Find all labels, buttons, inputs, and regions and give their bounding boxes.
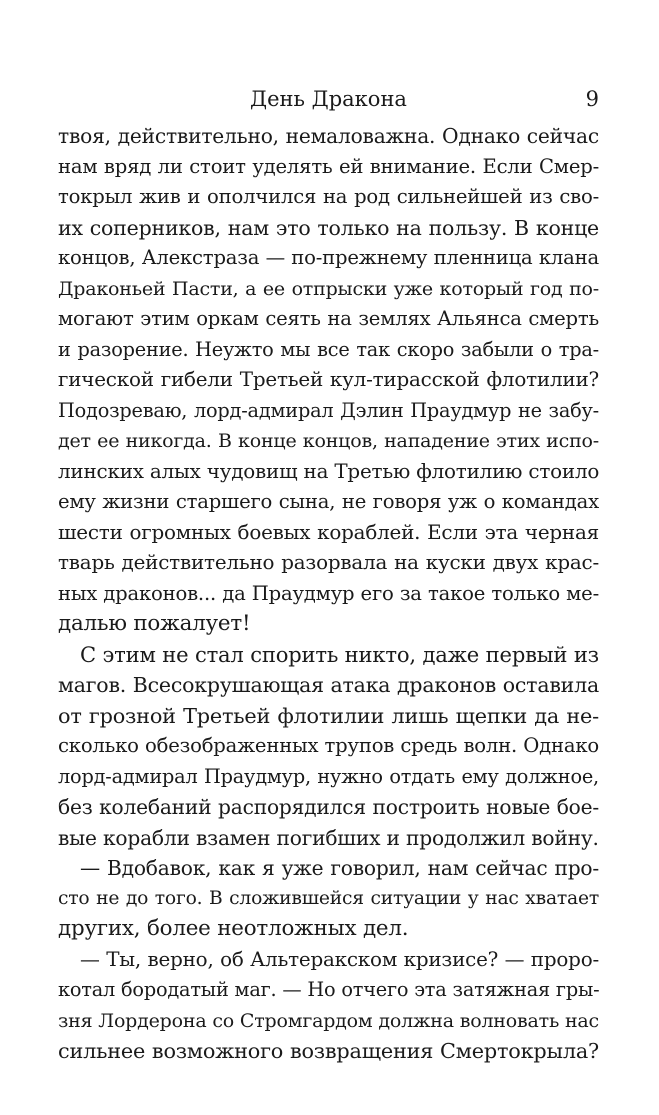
text-line: и разорение. Неужто мы все так скоро забыли о тра- xyxy=(58,337,599,361)
text-line: могают этим оркам сеять на землях Альянса смерть xyxy=(58,307,599,330)
body-text xyxy=(58,121,599,1067)
text-line: гической гибели Третьей кул-тирасской флотилии? xyxy=(58,368,599,391)
text-line: токрыл жив и ополчился на род сильнейшей из сво- xyxy=(58,185,599,208)
text-line: концов, Алекстраза — по-прежнему пленница клана xyxy=(58,246,599,269)
text-line: — Ты, верно, об Альтеракском кризисе? — проро- xyxy=(80,947,599,971)
text-line: лорд-адмирал Праудмур, нужно отдать ему должное, xyxy=(58,764,599,788)
text-line: других, более неотложных дел. xyxy=(58,916,409,941)
text-line: сильнее возможного возвращения Смертокрыла? xyxy=(58,1039,599,1063)
text-line: тварь действительно разорвала на куски двух крас- xyxy=(58,551,599,574)
text-line: — Вдобавок, как я уже говорил, нам сейчас про- xyxy=(80,856,599,880)
text-line: котал бородатый маг. — Но отчего эта затяжная гры- xyxy=(58,978,600,1001)
text-line: Драконьей Пасти, а ее отпрыски уже который год по- xyxy=(58,277,599,300)
text-line: ных драконов... да Праудмур его за такое только ме- xyxy=(58,581,599,605)
text-line: далью пожалует! xyxy=(58,611,251,636)
text-line: вые корабли взамен погибших и продолжил войну. xyxy=(58,825,599,850)
text-line: линских алых чудовищ на Третью флотилию стоило xyxy=(58,459,600,483)
text-line: магов. Всесокрушающая атака драконов оставила xyxy=(58,673,599,697)
text-line: С этим не стал спорить никто, даже первый из xyxy=(80,641,599,667)
text-line: Подозреваю, лорд-адмирал Дэлин Праудмур не забу- xyxy=(58,398,599,422)
text-line: нам вряд ли стоит уделять ей внимание. Если Смер- xyxy=(58,154,599,178)
text-line: сто не до того. В сложившейся ситуации у нас хватает xyxy=(58,887,599,909)
text-line: твоя, действительно, немаловажна. Однако сейчас xyxy=(58,124,599,148)
text-line: ему жизни старшего сына, не говоря уж о командах xyxy=(58,490,599,513)
text-line: шести огромных боевых кораблей. Если эта черная xyxy=(58,520,599,544)
page-number: 9 xyxy=(585,87,599,111)
text-line: без колебаний распорядился построить новые бое- xyxy=(58,795,599,819)
running-title: День Дракона xyxy=(250,87,407,111)
text-line: сколько обезображенных трупов средь волн. Однако xyxy=(58,734,599,757)
text-line: дет ее никогда. В конце концов, нападение этих испо- xyxy=(58,430,599,452)
text-line: их соперников, нам это только на пользу. В конце xyxy=(58,215,599,240)
text-line: зня Лордерона со Стромгардом должна волновать нас xyxy=(58,1009,599,1032)
text-line: от грозной Третьей флотилии лишь щепки да не- xyxy=(58,703,599,728)
running-header xyxy=(58,84,599,114)
